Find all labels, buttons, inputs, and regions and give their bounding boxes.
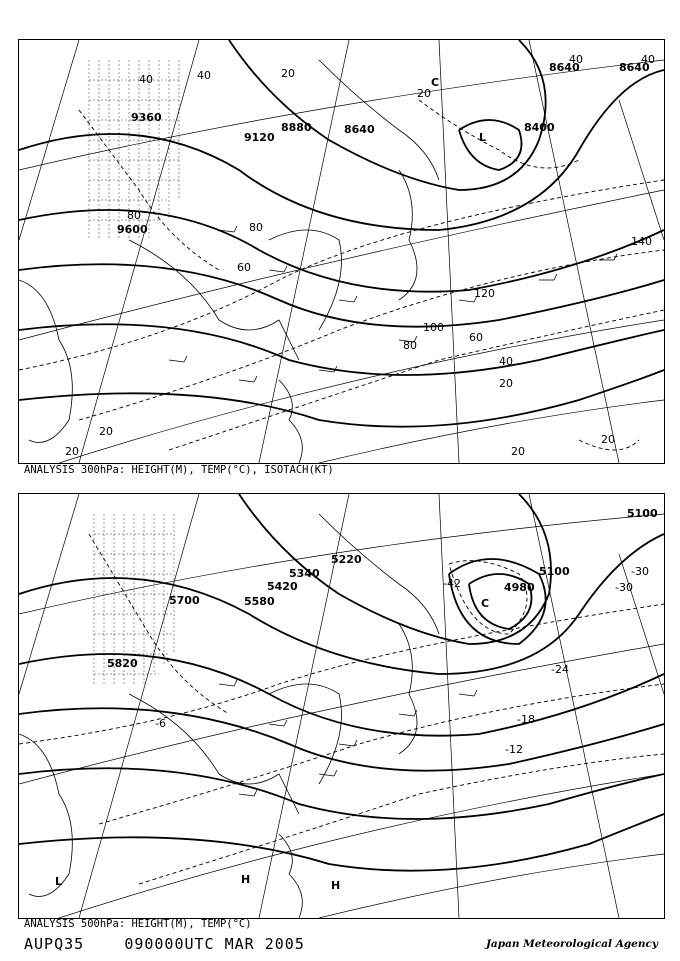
isotach-label: 40 <box>641 53 655 66</box>
isotachs <box>19 100 664 450</box>
wind-barbs <box>219 680 477 796</box>
isotach-label: 80 <box>249 221 263 234</box>
temp-label: -6 <box>155 717 166 730</box>
isotach-label: 60 <box>469 331 483 344</box>
height-label: 8640 <box>549 61 580 74</box>
coastlines <box>19 60 439 463</box>
product-id <box>24 935 305 953</box>
chart-300hpa <box>19 40 664 463</box>
height-label: 5420 <box>267 580 298 593</box>
chart-500hpa <box>19 494 664 918</box>
height-label: 5100 <box>627 507 658 520</box>
isotach-label: 20 <box>65 445 79 458</box>
isotach-label: 20 <box>417 87 431 100</box>
map-panel-300hpa <box>18 39 665 464</box>
pressure-centers <box>431 76 486 144</box>
isotach-label: 20 <box>281 67 295 80</box>
isotach-label: 20 <box>601 433 615 446</box>
isotach-label: 120 <box>474 287 495 300</box>
isotach-label: 40 <box>139 73 153 86</box>
map-panel-500hpa <box>18 493 665 919</box>
coastlines <box>19 514 439 918</box>
height-contours <box>19 40 664 427</box>
temp-labels <box>155 565 649 756</box>
product-code: AUPQ35 <box>24 935 85 953</box>
height-label: 5100 <box>539 565 570 578</box>
panel-caption-300hpa: ANALYSIS 300hPa: HEIGHT(M), TEMP(°C), ISOTACH(KT) <box>24 464 334 476</box>
height-label: 5700 <box>169 594 200 607</box>
height-label: 8400 <box>524 121 555 134</box>
isotach-label: 20 <box>511 445 525 458</box>
height-label: 9360 <box>131 111 162 124</box>
isotach-label: 80 <box>127 209 141 222</box>
height-label: 5820 <box>107 657 138 670</box>
pressure-center-label: H <box>241 873 251 886</box>
isotach-label: 80 <box>403 339 417 352</box>
height-label: 4980 <box>504 581 535 594</box>
temp-label: -42 <box>443 577 461 590</box>
temp-label: -24 <box>551 663 569 676</box>
height-label: 9120 <box>244 131 275 144</box>
isotach-label: 20 <box>99 425 113 438</box>
pressure-center-label: L <box>479 131 487 144</box>
isotach-label: 40 <box>569 53 583 66</box>
pressure-center-label: H <box>331 879 341 892</box>
pressure-centers <box>55 597 489 892</box>
valid-time: 090000UTC MAR 2005 <box>124 935 305 953</box>
latlon-grid <box>19 40 664 463</box>
height-label: 9600 <box>117 223 148 236</box>
pressure-center-label: C <box>481 597 490 610</box>
temp-label: -30 <box>615 581 633 594</box>
temp-label: -30 <box>631 565 649 578</box>
height-label: 8880 <box>281 121 312 134</box>
pressure-center-label: L <box>55 875 63 888</box>
isotach-label: 140 <box>631 235 652 248</box>
isotach-label: 40 <box>197 69 211 82</box>
temp-label: -18 <box>517 713 535 726</box>
pressure-center-label: C <box>431 76 440 89</box>
panel-caption-500hpa: ANALYSIS 500hPa: HEIGHT(M), TEMP(°C) <box>24 918 252 930</box>
height-label: 5580 <box>244 595 275 608</box>
temp-label: -12 <box>505 743 523 756</box>
height-label: 5340 <box>289 567 320 580</box>
height-label: 8640 <box>344 123 375 136</box>
height-label: 8640 <box>619 61 650 74</box>
isotach-label: 40 <box>499 355 513 368</box>
isotach-label: 60 <box>237 261 251 274</box>
wind-barbs <box>169 226 617 382</box>
agency-name: Japan Meteorological Agency <box>485 938 658 950</box>
height-contours <box>19 494 664 871</box>
isotach-label: 100 <box>423 321 444 334</box>
isotach-label: 20 <box>499 377 513 390</box>
height-label: 5220 <box>331 553 362 566</box>
